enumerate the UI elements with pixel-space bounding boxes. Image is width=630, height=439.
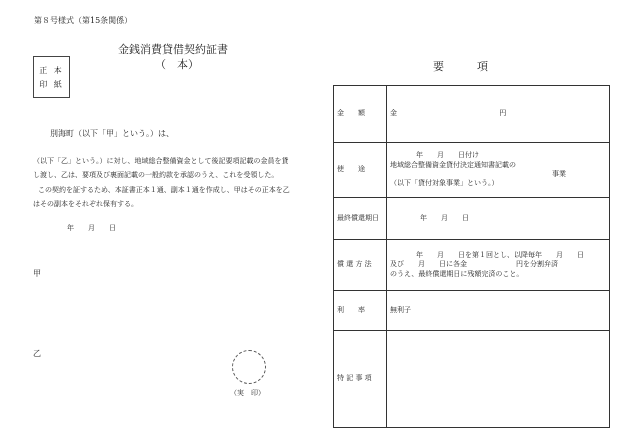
para2-line1: この契約を証するため、本証書正本１通、副本１通を作成し、甲はその正本を乙 bbox=[38, 186, 290, 194]
row-purpose-value bbox=[387, 143, 610, 198]
row-special-notes bbox=[334, 331, 610, 428]
copy-type: （ 本） bbox=[155, 58, 199, 71]
final-date-value: 年 月 日 bbox=[420, 213, 469, 222]
para1-line2: し渡し、乙は、要項及び裏面記載の一般約款を承認のうえ、これを受領した。 bbox=[33, 171, 279, 179]
row-special-notes-label: 特 記 事 項 bbox=[337, 374, 372, 383]
revenue-stamp-box bbox=[33, 56, 70, 98]
row-special-notes-label-cell bbox=[334, 331, 387, 428]
para1-line1: （以下「乙」という。）に対し、地域総合整備資金として後記要項記載の金員を貸 bbox=[33, 157, 289, 165]
repayment-line2: 及び 月 日に各金 円を分割弁済 bbox=[390, 260, 558, 269]
row-special-notes-value[interactable] bbox=[387, 331, 610, 428]
repayment-line1: 年 月 日を第１回とし、以降毎年 月 日 bbox=[416, 250, 584, 259]
row-amount-label: 金 額 bbox=[337, 109, 365, 118]
document-title: 金銭消費貸借契約証書 bbox=[118, 43, 228, 56]
interest-value: 無利子 bbox=[390, 305, 411, 314]
row-final-date-value bbox=[387, 198, 610, 240]
para2-line2: はその副本をそれぞれ保有する。 bbox=[33, 200, 138, 208]
row-repayment-label: 償 還 方 法 bbox=[337, 260, 372, 269]
row-final-date-label: 最終償還期日 bbox=[337, 213, 379, 222]
row-amount-value bbox=[387, 86, 610, 143]
purpose-line4: （以下「貸付対象事業」という。） bbox=[390, 179, 499, 188]
stamp-box-line2: 印 紙 bbox=[39, 80, 64, 89]
row-interest-label: 利 率 bbox=[337, 305, 365, 314]
stamp-box-line1: 正 本 bbox=[39, 66, 64, 75]
row-repayment-value bbox=[387, 240, 610, 291]
party-b-label: 乙 bbox=[33, 349, 41, 358]
party-a-label: 甲 bbox=[33, 269, 41, 278]
row-interest bbox=[334, 291, 610, 331]
row-amount bbox=[334, 86, 610, 143]
repayment-line3: のうえ、最終償還期日に残額完済のこと。 bbox=[390, 269, 524, 278]
requirements-heading: 要 項 bbox=[433, 60, 488, 73]
amount-suffix: 円 bbox=[499, 109, 507, 118]
seal-circle bbox=[232, 350, 266, 384]
row-repayment-label-cell bbox=[334, 240, 387, 291]
lender-line: 別海町（以下「甲」という。）は、 bbox=[50, 129, 174, 138]
row-amount-label-cell bbox=[334, 86, 387, 143]
row-interest-value bbox=[387, 291, 610, 331]
row-final-date bbox=[334, 198, 610, 240]
row-repayment bbox=[334, 240, 610, 291]
row-purpose bbox=[334, 143, 610, 198]
row-purpose-label-cell bbox=[334, 143, 387, 198]
row-interest-label-cell bbox=[334, 291, 387, 331]
contract-date: 年 月 日 bbox=[67, 224, 116, 232]
row-final-date-label-cell bbox=[334, 198, 387, 240]
purpose-line2: 地域総合整備資金貸付決定通知書記載の bbox=[390, 160, 516, 169]
row-purpose-label: 使 途 bbox=[337, 165, 365, 174]
requirements-table bbox=[333, 85, 610, 428]
amount-prefix: 金 bbox=[390, 109, 397, 118]
purpose-line1: 年 月 日付け bbox=[416, 151, 479, 160]
purpose-line3: 事業 bbox=[552, 170, 566, 178]
form-number: 第８号様式（第15条関係） bbox=[34, 16, 133, 25]
seal-label: （実 印） bbox=[230, 389, 265, 397]
